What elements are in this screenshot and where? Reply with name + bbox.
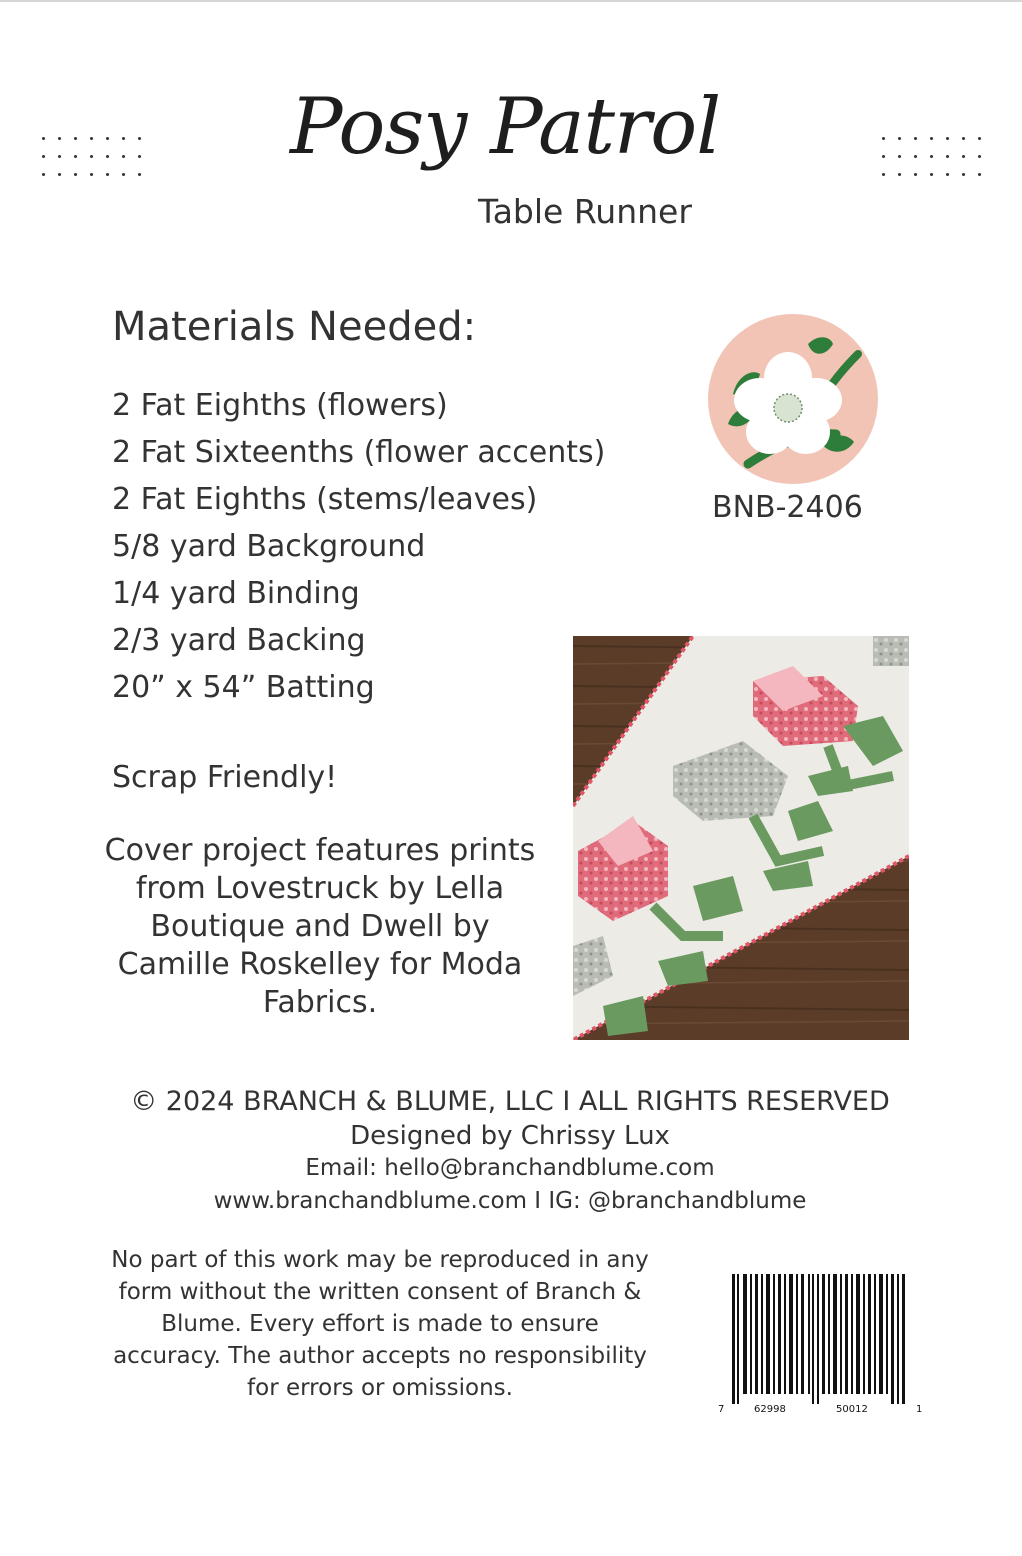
barcode-digit: 50012: [836, 1404, 868, 1415]
scrap-friendly-note: Scrap Friendly!: [112, 760, 338, 795]
barcode: [716, 1270, 931, 1420]
materials-item: 5/8 yard Background: [112, 529, 426, 564]
materials-item: 20” x 54” Batting: [112, 670, 375, 705]
decorative-dots-left: [42, 137, 145, 176]
barcode-digit: 62998: [754, 1404, 786, 1415]
materials-item: 2 Fat Eighths (stems/leaves): [112, 482, 538, 517]
copyright-line: © 2024 BRANCH & BLUME, LLC I ALL RIGHTS RESERVED: [130, 1086, 890, 1117]
materials-item: 2 Fat Eighths (flowers): [112, 388, 448, 423]
credits-block: [60, 1084, 960, 1218]
table-runner-photo: [573, 636, 909, 1040]
disclaimer-text: No part of this work may be reproduced in any form without the written consent of Branch & Blume. Every effort is made to ensure accuracy. The author accepts no responsibility for errors or omissions.: [111, 1247, 649, 1401]
pattern-title: Posy Patrol: [290, 82, 721, 172]
materials-item: 2/3 yard Backing: [112, 623, 366, 658]
website-line: www.branchandblume.com I IG: @branchandblume: [213, 1188, 807, 1214]
brand-flower-logo: [708, 314, 878, 484]
email-line: Email: hello@branchandblume.com: [305, 1155, 715, 1181]
designer-line: Designed by Chrissy Lux: [350, 1121, 670, 1151]
materials-list: [112, 386, 605, 715]
pattern-subtitle: Table Runner: [478, 192, 692, 231]
top-rule: [0, 0, 1022, 2]
materials-item: 2 Fat Sixteenths (flower accents): [112, 435, 606, 470]
cover-project-note: Cover project features prints from Lovestruck by Lella Boutique and Dwell by Camille Roskelley for Moda Fabrics.: [104, 833, 536, 1020]
decorative-dots-right: [882, 137, 985, 176]
barcode-digit: 7: [718, 1404, 725, 1415]
materials-heading: Materials Needed:: [112, 304, 477, 350]
barcode-digit: 1: [916, 1404, 923, 1415]
materials-item: 1/4 yard Binding: [112, 576, 360, 611]
product-sku: BNB-2406: [712, 490, 863, 525]
